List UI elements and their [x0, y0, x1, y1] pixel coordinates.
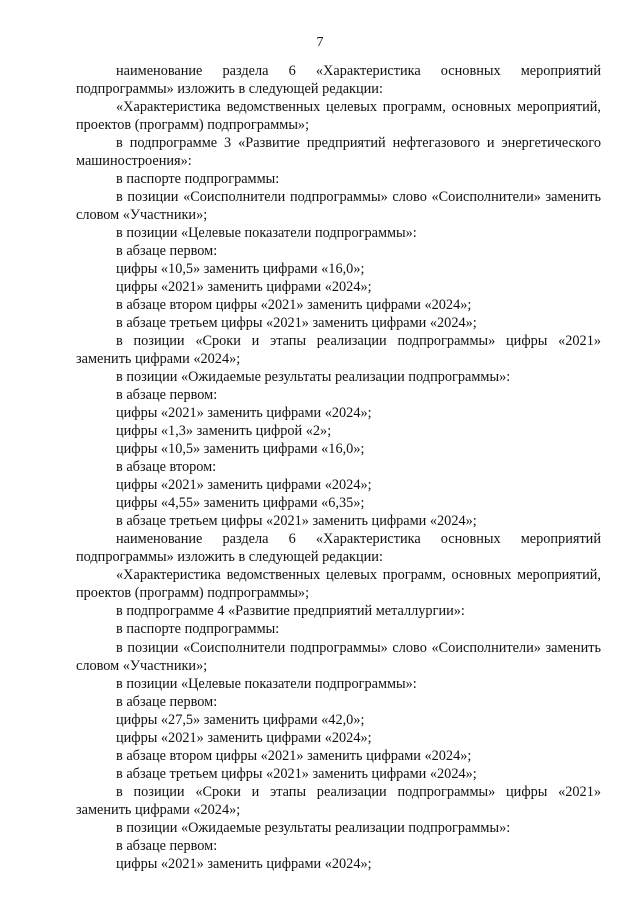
paragraph: в абзаце третьем цифры «2021» заменить цифрами «2024»; — [116, 315, 477, 332]
paragraph: в абзаце третьем цифры «2021» заменить цифрами «2024»; — [116, 765, 477, 782]
paragraph: цифры «2021» заменить цифрами «2024»; — [116, 477, 372, 494]
paragraph: в позиции «Целевые показатели подпрограммы»: — [116, 225, 417, 242]
paragraph: в абзаце втором цифры «2021» заменить цифрами «2024»; — [116, 747, 472, 764]
paragraph: в абзаце первом: — [116, 243, 218, 260]
paragraph: цифры «10,5» заменить цифрами «16,0»; — [116, 441, 365, 458]
paragraph: цифры «2021» заменить цифрами «2024»; — [116, 279, 372, 296]
paragraph: наименование раздела 6 «Характеристика основных мероприятий подпрограммы» изложить в следующей редакции: — [76, 63, 601, 98]
paragraph: «Характеристика ведомственных целевых программ, основных мероприятий, проектов (программ) подпрограммы»; — [76, 567, 601, 602]
page-number: 7 — [316, 35, 324, 50]
document-body — [76, 62, 601, 873]
paragraph: в позиции «Соисполнители подпрограммы» слово «Соисполнители» заменить словом «Участники»; — [76, 189, 601, 224]
paragraph: в абзаце первом: — [116, 837, 218, 854]
paragraph: наименование раздела 6 «Характеристика основных мероприятий подпрограммы» изложить в следующей редакции: — [76, 531, 601, 566]
paragraph: в позиции «Сроки и этапы реализации подпрограммы» цифры «2021» заменить цифрами «2024»; — [76, 333, 601, 368]
paragraph: цифры «2021» заменить цифрами «2024»; — [116, 855, 372, 872]
paragraph: в подпрограмме 3 «Развитие предприятий нефтегазового и энергетического машиностроения»: — [76, 135, 601, 170]
paragraph: в паспорте подпрограммы: — [116, 171, 280, 188]
paragraph: цифры «2021» заменить цифрами «2024»; — [116, 729, 372, 746]
paragraph: в абзаце первом: — [116, 387, 218, 404]
paragraph: «Характеристика ведомственных целевых программ, основных мероприятий, проектов (программ) подпрограммы»; — [76, 99, 601, 134]
paragraph: в позиции «Соисполнители подпрограммы» слово «Соисполнители» заменить словом «Участники»; — [76, 639, 601, 674]
paragraph: в подпрограмме 4 «Развитие предприятий металлургии»: — [116, 603, 465, 620]
paragraph: в абзаце первом: — [116, 693, 218, 710]
paragraph: в абзаце втором цифры «2021» заменить цифрами «2024»; — [116, 297, 472, 314]
paragraph: в позиции «Сроки и этапы реализации подпрограммы» цифры «2021» заменить цифрами «2024»; — [76, 783, 601, 818]
paragraph: в абзаце втором: — [116, 459, 217, 476]
paragraph: в паспорте подпрограммы: — [116, 621, 280, 638]
paragraph: цифры «2021» заменить цифрами «2024»; — [116, 405, 372, 422]
paragraph: в позиции «Ожидаемые результаты реализации подпрограммы»: — [116, 819, 511, 836]
paragraph: цифры «10,5» заменить цифрами «16,0»; — [116, 261, 365, 278]
paragraph: в позиции «Целевые показатели подпрограммы»: — [116, 675, 417, 692]
paragraph: цифры «4,55» заменить цифрами «6,35»; — [116, 495, 365, 512]
paragraph: в позиции «Ожидаемые результаты реализации подпрограммы»: — [116, 369, 511, 386]
paragraph: в абзаце третьем цифры «2021» заменить цифрами «2024»; — [116, 513, 477, 530]
paragraph: цифры «27,5» заменить цифрами «42,0»; — [116, 711, 365, 728]
paragraph: цифры «1,3» заменить цифрой «2»; — [116, 423, 332, 440]
